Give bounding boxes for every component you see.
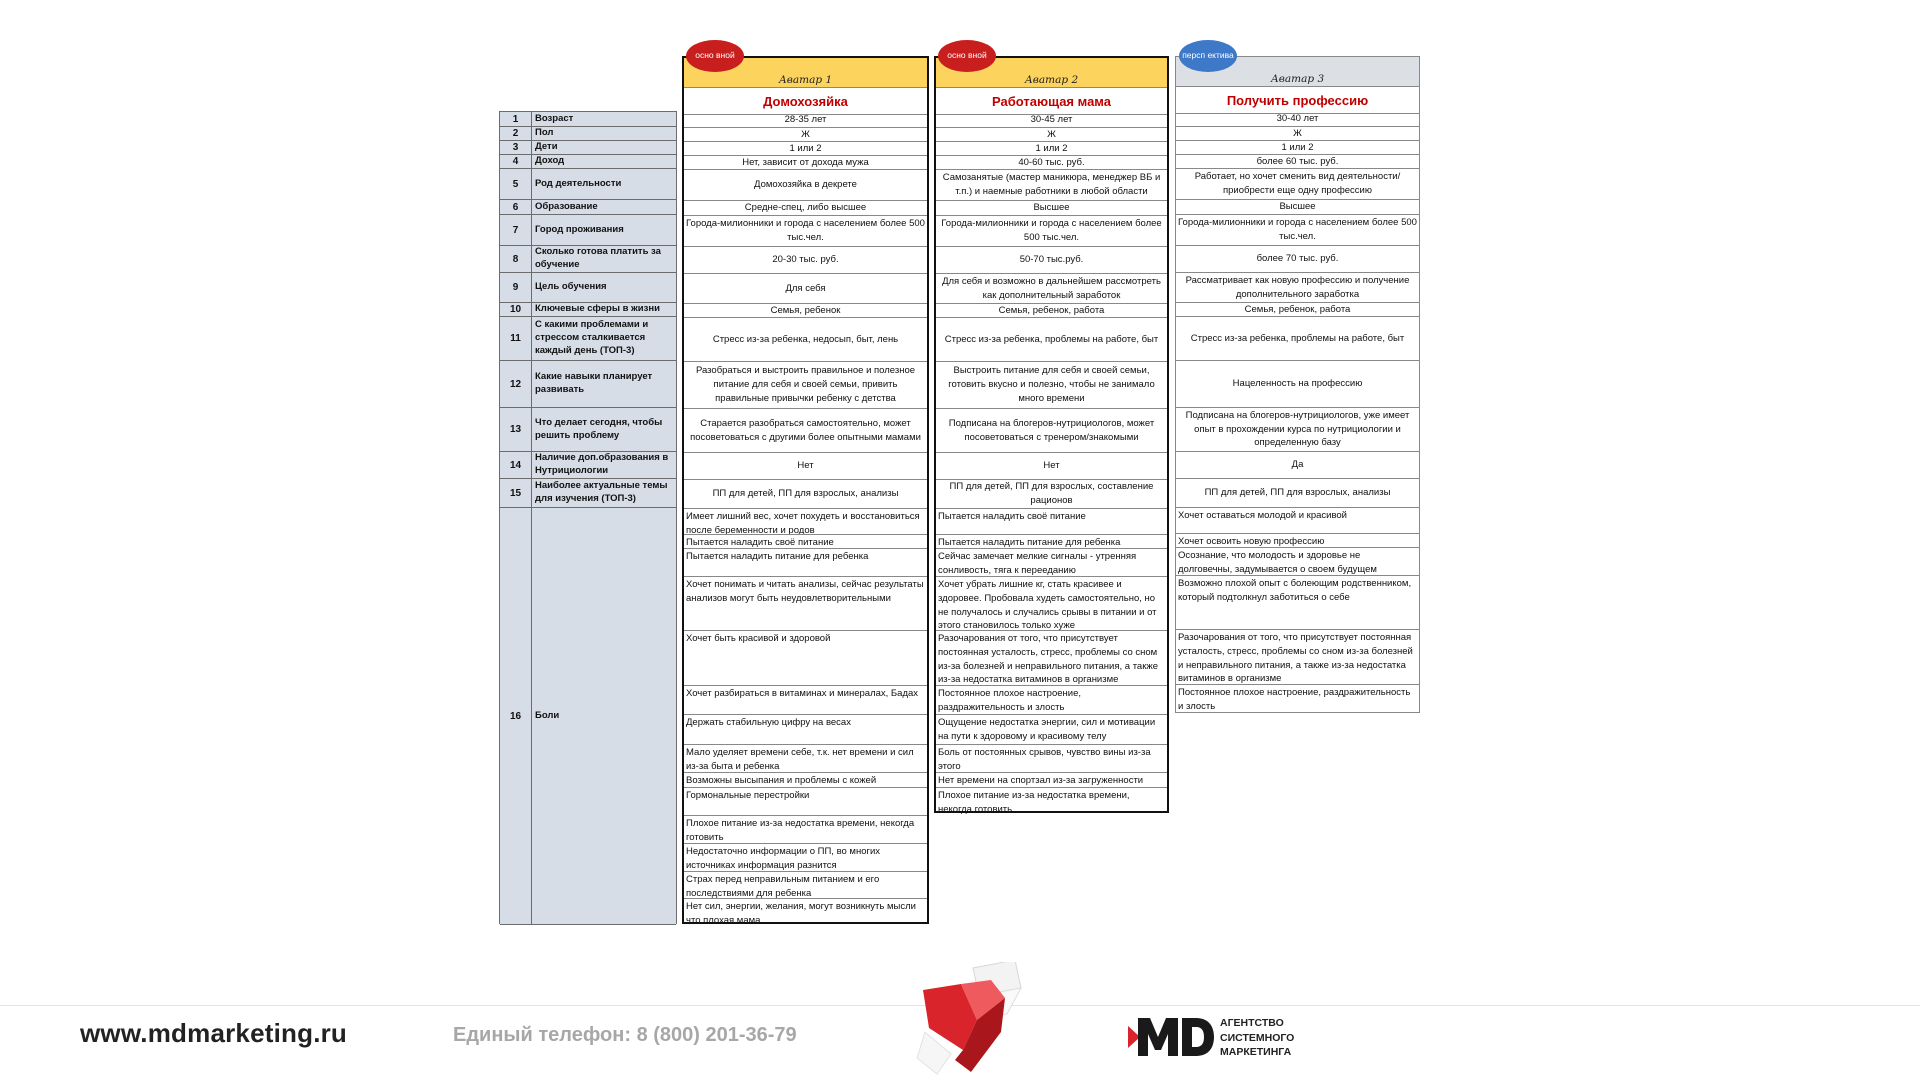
pain-item: Держать стабильную цифру на весах bbox=[684, 715, 927, 745]
value-cell-row-6: Высшее bbox=[1176, 200, 1419, 215]
row-label-text: Город проживания bbox=[535, 223, 624, 235]
value-cell-row-9: Для себя bbox=[684, 274, 927, 304]
value-cell-row-4: Нет, зависит от дохода мужа bbox=[684, 156, 927, 170]
value-cell-row-13: Старается разобраться самостоятельно, может посоветоваться с другими более опытными мамами bbox=[684, 409, 927, 453]
row-number: 14 bbox=[500, 452, 532, 478]
value-cell-row-9: Для себя и возможно в дальнейшем рассмотреть как дополнительный заработок bbox=[936, 274, 1167, 304]
value-cell-row-14: Нет bbox=[936, 453, 1167, 480]
avatar-column-2 bbox=[934, 56, 1169, 813]
row-number: 10 bbox=[500, 303, 532, 316]
value-cell-row-6: Средне-спец, либо высшее bbox=[684, 201, 927, 216]
row-label-14 bbox=[500, 452, 676, 479]
value-cell-row-14: Да bbox=[1176, 452, 1419, 479]
pain-item: Плохое питание из-за недостатка времени, некогда готовить bbox=[684, 816, 927, 844]
row-label-1 bbox=[500, 112, 676, 127]
value-cell-row-1: 28-35 лет bbox=[684, 113, 927, 128]
pain-item: Ощущение недостатка энергии, сил и мотивации на пути к здоровому и красивому телу bbox=[936, 715, 1167, 745]
pain-item: Сейчас замечает мелкие сигналы - утренняя сонливость, тяга к перееданию bbox=[936, 549, 1167, 577]
value-cell-row-11: Стресс из-за ребенка, проблемы на работе, быт bbox=[936, 318, 1167, 362]
row-label-8 bbox=[500, 246, 676, 273]
row-number: 8 bbox=[500, 246, 532, 272]
value-cell-row-1: 30-40 лет bbox=[1176, 112, 1419, 127]
avatar-name: Аватар 2 bbox=[936, 58, 1167, 88]
row-label-text: Цель обучения bbox=[535, 281, 607, 293]
row-label-10 bbox=[500, 303, 676, 317]
row-label-5 bbox=[500, 169, 676, 200]
value-cell-row-5: Работает, но хочет сменить вид деятельности/ приобрести еще одну профессию bbox=[1176, 169, 1419, 200]
pain-item: Постоянное плохое настроение, раздражительность и злость bbox=[936, 686, 1167, 715]
avatar-name: Аватар 1 bbox=[684, 58, 927, 88]
value-cell-row-13: Подписана на блогеров-нутрициологов, уже имеет опыт в прохождении курса по нутрициологии и определенную базу bbox=[1176, 408, 1419, 452]
value-cell-row-5: Домохозяйка в декрете bbox=[684, 170, 927, 201]
value-cell-row-15: ПП для детей, ПП для взрослых, анализы bbox=[684, 480, 927, 509]
value-cell-row-7: Города-милионники и города с населением более 500 тыс.чел. bbox=[1176, 215, 1419, 246]
pain-item: Боль от постоянных срывов, чувство вины из-за этого bbox=[936, 745, 1167, 773]
row-number: 5 bbox=[500, 169, 532, 199]
pain-item: Плохое питание из-за недостатка времени, некогда готовить bbox=[938, 790, 1130, 815]
pain-item: Пытается наладить своё питание bbox=[684, 535, 927, 549]
avatar-title: Домохозяйка bbox=[684, 88, 927, 115]
row-label-7 bbox=[500, 215, 676, 246]
row-number: 1 bbox=[500, 112, 532, 126]
value-cell-row-6: Высшее bbox=[936, 201, 1167, 216]
row-number: 7 bbox=[500, 215, 532, 245]
row-label-text: Что делает сегодня, чтобы решить проблему bbox=[535, 416, 663, 441]
pain-item: Пытается наладить питание для ребенка bbox=[684, 549, 927, 577]
value-cell-row-12: Нацеленность на профессию bbox=[1176, 361, 1419, 408]
row-number: 2 bbox=[500, 127, 532, 140]
value-cell-row-3: 1 или 2 bbox=[1176, 141, 1419, 155]
row-number: 3 bbox=[500, 141, 532, 154]
row-label-text: Возраст bbox=[535, 112, 574, 124]
row-label-text: Наличие доп.образования в Нутрициологии bbox=[535, 452, 669, 476]
pain-item: Пытается наладить своё питание bbox=[936, 509, 1167, 535]
value-cell-row-1: 30-45 лет bbox=[936, 113, 1167, 128]
value-cell-row-13: Подписана на блогеров-нутрициологов, может посоветоваться с тренером/знакомыми bbox=[936, 409, 1167, 453]
pain-item: Разочарования от того, что присутствует постоянная усталость, стресс, проблемы со сном из-за болезней и неправильного питания, а также из-за недостатка витаминов в организме bbox=[936, 631, 1167, 686]
row-label-text: Пол bbox=[535, 127, 554, 139]
avatar-priority-badge: персп ектива bbox=[1179, 40, 1237, 72]
row-label-11 bbox=[500, 317, 676, 361]
pain-item: Мало уделяет времени себе, т.к. нет времени и сил из-за быта и ребенка bbox=[684, 745, 927, 773]
avatar-priority-badge: осно вной bbox=[686, 40, 744, 72]
md-logo-icon bbox=[1128, 1016, 1214, 1058]
pain-item: Возможны высыпания и проблемы с кожей bbox=[684, 773, 927, 788]
value-cell-row-9: Рассматривает как новую профессию и получение дополнительного заработка bbox=[1176, 273, 1419, 303]
row-number: 12 bbox=[500, 361, 532, 407]
row-number: 16 bbox=[500, 508, 532, 924]
avatar-priority-badge: осно вной bbox=[938, 40, 996, 72]
agency-name: АГЕНТСТВО СИСТЕМНОГО МАРКЕТИНГА bbox=[1220, 1017, 1295, 1059]
phone-number: Единый телефон: 8 (800) 201-36-79 bbox=[453, 1024, 797, 1046]
pain-item: Гормональные перестройки bbox=[684, 788, 927, 816]
row-label-text: Ключевые сферы в жизни bbox=[535, 303, 660, 315]
pain-item: Хочет убрать лишние кг, стать красивее и здоровее. Пробовала худеть самостоятельно, но не получалось и случались срывы в питании и от этого становилось только хуже bbox=[936, 577, 1167, 631]
pain-item: Хочет оставаться молодой и красивой bbox=[1176, 508, 1419, 534]
row-number: 13 bbox=[500, 408, 532, 451]
value-cell-row-8: 50-70 тыс.руб. bbox=[936, 247, 1167, 274]
row-number: 11 bbox=[500, 317, 532, 360]
row-label-text: Образование bbox=[535, 200, 598, 212]
pain-item: Хочет разбираться в витаминах и минералах, Бадах bbox=[684, 686, 927, 715]
pain-item: Имеет лишний вес, хочет похудеть и восстановиться после беременности и родов bbox=[684, 509, 927, 535]
website-link[interactable]: www.mdmarketing.ru bbox=[80, 1018, 348, 1048]
pain-item: Хочет освоить новую профессию bbox=[1176, 534, 1419, 548]
value-cell-row-7: Города-милионники и города с населением более 500 тыс.чел. bbox=[684, 216, 927, 247]
value-cell-row-10: Семья, ребенок, работа bbox=[936, 304, 1167, 318]
row-number: 6 bbox=[500, 200, 532, 214]
row-label-3 bbox=[500, 141, 676, 155]
row-number: 15 bbox=[500, 479, 532, 507]
value-cell-row-12: Выстроить питание для себя и своей семьи, готовить вкусно и полезно, чтобы не занимало много времени bbox=[936, 362, 1167, 409]
row-labels-column bbox=[499, 111, 677, 924]
pain-item: Хочет понимать и читать анализы, сейчас результаты анализов могут быть неудовлетворительными bbox=[684, 577, 927, 631]
row-label-9 bbox=[500, 273, 676, 303]
avatar-title: Получить профессию bbox=[1176, 87, 1419, 114]
row-label-6 bbox=[500, 200, 676, 215]
row-label-2 bbox=[500, 127, 676, 141]
value-cell-row-2: Ж bbox=[1176, 127, 1419, 141]
value-cell-row-4: 40-60 тыс. руб. bbox=[936, 156, 1167, 170]
pain-item: Возможно плохой опыт с болеющим родственником, который подтолкнул заботиться о себе bbox=[1176, 576, 1419, 630]
value-cell-row-5: Самозанятые (мастер маникюра, менеджер ВБ и т.п.) и наемные работники в любой области bbox=[936, 170, 1167, 201]
row-label-text: Какие навыки планирует развивать bbox=[535, 371, 653, 395]
pain-item: Недостаточно информации о ПП, во многих источниках информация разнится bbox=[684, 844, 927, 872]
row-label-text: Дети bbox=[535, 141, 558, 153]
avatar-name: Аватар 3 bbox=[1176, 57, 1419, 87]
value-cell-row-2: Ж bbox=[684, 128, 927, 142]
row-label-text: Боли bbox=[535, 709, 560, 721]
row-number: 4 bbox=[500, 155, 532, 168]
value-cell-row-11: Стресс из-за ребенка, проблемы на работе, быт bbox=[1176, 317, 1419, 361]
value-cell-row-15: ПП для детей, ПП для взрослых, составление рационов bbox=[936, 480, 1167, 509]
value-cell-row-8: более 70 тыс. руб. bbox=[1176, 246, 1419, 273]
pain-item: Осознание, что молодость и здоровье не долговечны, задумывается о своем будущем bbox=[1176, 548, 1419, 576]
pain-item: Разочарования от того, что присутствует постоянная усталость, стресс, проблемы со сном из-за болезней и неправильного питания, а также из-за недостатка витаминов в организме bbox=[1176, 630, 1419, 685]
avatar-column-1 bbox=[682, 56, 929, 924]
row-label-text: С какими проблемами и стрессом сталкивается каждый день (ТОП-3) bbox=[535, 319, 649, 356]
row-label-text: Род деятельности bbox=[535, 177, 622, 189]
pain-item: Постоянное плохое настроение, раздражительность и злость bbox=[1178, 687, 1411, 712]
value-cell-row-15: ПП для детей, ПП для взрослых, анализы bbox=[1176, 479, 1419, 508]
row-label-text: Наиболее актуальные темы для изучения (ТОП-3) bbox=[535, 480, 668, 504]
value-cell-row-10: Семья, ребенок bbox=[684, 304, 927, 318]
row-label-12 bbox=[500, 361, 676, 408]
avatar-title: Работающая мама bbox=[936, 88, 1167, 115]
row-number: 9 bbox=[500, 273, 532, 302]
pain-item: Страх перед неправильным питанием и его последствиями для ребенка bbox=[684, 872, 927, 899]
value-cell-row-14: Нет bbox=[684, 453, 927, 480]
row-label-4 bbox=[500, 155, 676, 169]
avatar-column-3 bbox=[1175, 56, 1420, 713]
value-cell-row-7: Города-милионники и города с населением более 500 тыс.чел. bbox=[936, 216, 1167, 247]
value-cell-row-12: Разобраться и выстроить правильное и полезное питание для себя и своей семьи, привить правильные привычки ребенку с детства bbox=[684, 362, 927, 409]
value-cell-row-11: Стресс из-за ребенка, недосып, быт, лень bbox=[684, 318, 927, 362]
row-label-text: Доход bbox=[535, 155, 565, 167]
pain-item: Пытается наладить питание для ребенка bbox=[936, 535, 1167, 549]
pain-item: Хочет быть красивой и здоровой bbox=[684, 631, 927, 686]
value-cell-row-2: Ж bbox=[936, 128, 1167, 142]
row-label-13 bbox=[500, 408, 676, 452]
value-cell-row-10: Семья, ребенок, работа bbox=[1176, 303, 1419, 317]
pain-item: Нет времени на спортзал из-за загруженности bbox=[936, 773, 1167, 788]
row-label-15 bbox=[500, 479, 676, 508]
pain-item: Нет сил, энергии, желания, могут возникнуть мысли что плохая мама bbox=[686, 901, 916, 926]
row-label-text: Сколько готова платить за обучение bbox=[535, 246, 661, 270]
value-cell-row-8: 20-30 тыс. руб. bbox=[684, 247, 927, 274]
cube-logo-icon bbox=[915, 962, 1035, 1080]
row-label-16 bbox=[500, 508, 676, 925]
value-cell-row-4: более 60 тыс. руб. bbox=[1176, 155, 1419, 169]
value-cell-row-3: 1 или 2 bbox=[684, 142, 927, 156]
value-cell-row-3: 1 или 2 bbox=[936, 142, 1167, 156]
